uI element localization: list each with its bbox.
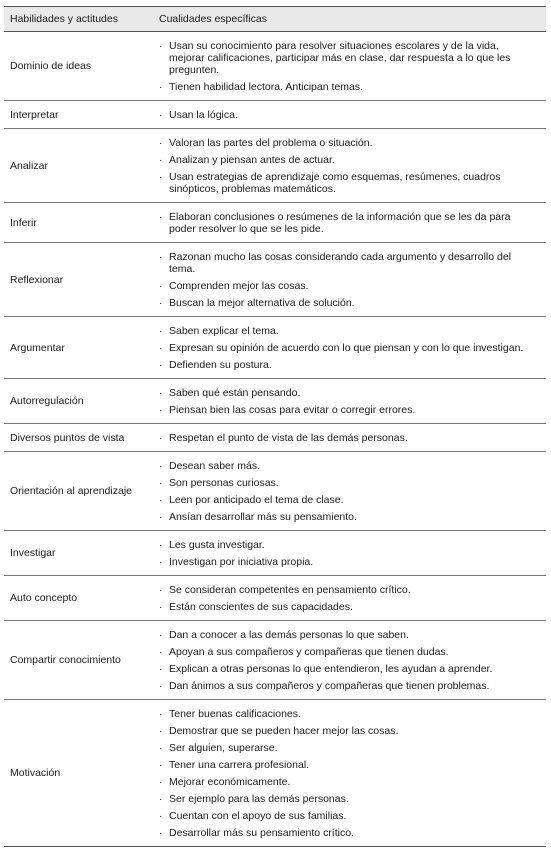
skill-label: Argumentar — [10, 341, 65, 354]
bullet-icon: · — [159, 109, 163, 121]
qualities-list — [149, 379, 546, 423]
qualities-list — [149, 32, 546, 100]
quality-text: Demostrar que se pueden hacer mejor las cosas. — [169, 725, 399, 737]
skill-label: Auto concepto — [10, 592, 78, 604]
qualities-list — [149, 452, 546, 530]
quality-text: Ser alguien, superarse. — [169, 742, 278, 754]
quality-text: Elaboran conclusiones o resúmenes de la información que se les da para poder resolver lo que se les pide. — [169, 211, 511, 235]
table-row — [4, 203, 546, 243]
list-item — [159, 827, 536, 839]
skill-label: Orientación al aprendizaje — [10, 485, 132, 497]
list-item — [159, 387, 536, 399]
quality-text: Se consideran competentes en pensamiento crítico. — [169, 584, 411, 596]
list-item — [159, 708, 536, 720]
bullet-icon: · — [159, 432, 163, 444]
qualities-list — [149, 101, 546, 128]
quality-text: Usan estrategias de aprendizaje como esquemas, resúmenes, cuadros sinópticos, problemas matemáticos. — [169, 171, 501, 195]
list-item — [159, 325, 536, 337]
qualities-list — [149, 621, 546, 699]
list-item — [159, 137, 536, 149]
bullet-icon: · — [159, 680, 163, 692]
table-row — [4, 452, 546, 531]
quality-text: Cuentan con el apoyo de sus familias. — [169, 810, 347, 822]
quality-text: Apoyan a sus compañeros y compañeras que tienen dudas. — [169, 646, 449, 658]
quality-text: Respetan el punto de vista de las demás personas. — [169, 432, 408, 444]
bullet-icon: · — [159, 827, 163, 839]
list-item — [159, 742, 536, 754]
bullet-icon: · — [159, 280, 163, 292]
list-item — [159, 663, 536, 675]
quality-text: Leen por anticipado el tema de clase. — [169, 494, 344, 506]
list-item — [159, 584, 536, 596]
qualities-list — [149, 203, 546, 242]
list-item — [159, 725, 536, 737]
skill-label: Dominio de ideas — [10, 60, 92, 72]
bullet-icon: · — [159, 725, 163, 737]
bullet-icon: · — [159, 387, 163, 399]
bullet-icon: · — [159, 556, 163, 568]
bullet-icon: · — [159, 325, 163, 337]
bullet-icon: · — [159, 404, 163, 416]
list-item — [159, 646, 536, 658]
qualities-list — [149, 424, 546, 451]
list-item — [159, 810, 536, 822]
qualities-list — [149, 129, 546, 202]
qualities-list — [149, 317, 546, 378]
quality-text: Usan la lógica. — [169, 109, 238, 121]
header-qualities: Cualidades específicas — [159, 13, 267, 25]
bullet-icon: · — [159, 342, 163, 354]
skill-label: Reflexionar — [10, 273, 64, 286]
quality-text: Razonan mucho las cosas considerando cada argumento y desarrollo del tema. — [169, 251, 512, 275]
bullet-icon: · — [159, 477, 163, 489]
bullet-icon: · — [159, 137, 163, 149]
table-row — [4, 531, 546, 576]
bullet-icon: · — [159, 776, 163, 788]
bullet-icon: · — [159, 810, 163, 822]
quality-text: Tienen habilidad lectora. Anticipan temas. — [169, 81, 363, 93]
list-item — [159, 154, 536, 166]
skill-label: Autorregulación — [10, 395, 84, 407]
quality-text: Ansían desarrollar más su pensamiento. — [169, 511, 357, 523]
skill-label: Investigar — [10, 547, 56, 559]
table-row — [4, 317, 546, 379]
quality-text: Mejorar económicamente. — [169, 776, 291, 788]
table-row — [4, 129, 546, 203]
list-item — [159, 297, 536, 309]
bullet-icon: · — [159, 629, 163, 641]
skill-label: Inferir — [10, 216, 37, 229]
list-item — [159, 793, 536, 805]
list-item — [159, 404, 536, 416]
table-header — [4, 7, 546, 32]
table-row — [4, 576, 546, 621]
list-item — [159, 680, 536, 692]
quality-text: Valoran las partes del problema o situación. — [169, 137, 373, 149]
list-item — [159, 539, 536, 551]
list-item — [159, 171, 536, 195]
table-row — [4, 379, 546, 424]
quality-text: Piensan bien las cosas para evitar o corregir errores. — [169, 404, 416, 416]
table-row — [4, 700, 546, 846]
table-row — [4, 424, 546, 452]
bullet-icon: · — [159, 359, 163, 371]
list-item — [159, 511, 536, 523]
list-item — [159, 211, 536, 235]
quality-text: Expresan su opinión de acuerdo con lo que piensan y con lo que investigan. — [169, 342, 524, 354]
list-item — [159, 556, 536, 568]
bullet-icon: · — [159, 584, 163, 596]
table-row — [4, 243, 546, 317]
qualities-list — [149, 576, 546, 620]
list-item — [159, 477, 536, 489]
list-item — [159, 432, 536, 444]
list-item — [159, 109, 536, 121]
table-row — [4, 101, 546, 129]
bullet-icon: · — [159, 460, 163, 472]
qualities-list — [149, 243, 546, 316]
bullet-icon: · — [159, 211, 163, 223]
skill-label: Compartir conocimiento — [10, 654, 121, 666]
bullet-icon: · — [159, 251, 163, 263]
quality-text: Desarrollar más su pensamiento crítico. — [169, 827, 354, 839]
bullet-icon: · — [159, 793, 163, 805]
quality-text: Explican a otras personas lo que entendieron, les ayudan a aprender. — [169, 663, 493, 675]
quality-text: Están conscientes de sus capacidades. — [169, 601, 353, 613]
quality-text: Usan su conocimiento para resolver situaciones escolares y de la vida, mejorar calificaciones, participar más en clase, dar respuesta a lo que les pregunten. — [169, 40, 511, 76]
list-item — [159, 629, 536, 641]
bullet-icon: · — [159, 511, 163, 523]
quality-text: Dan ánimos a sus compañeros y compañeras que tienen problemas. — [169, 680, 490, 692]
bullet-icon: · — [159, 297, 163, 309]
skill-label: Diversos puntos de vista — [10, 431, 125, 444]
quality-text: Saben explicar el tema. — [169, 325, 279, 337]
quality-text: Analizan y piensan antes de actuar. — [169, 154, 335, 166]
list-item — [159, 251, 536, 275]
bullet-icon: · — [159, 759, 163, 771]
quality-text: Tener una carrera profesional. — [169, 759, 310, 771]
table-row — [4, 32, 546, 101]
bullet-icon: · — [159, 171, 163, 183]
bullet-icon: · — [159, 708, 163, 720]
quality-text: Tener buenas calificaciones. — [169, 708, 301, 720]
list-item — [159, 81, 536, 93]
skill-label: Analizar — [10, 159, 48, 172]
list-item — [159, 460, 536, 472]
bullet-icon: · — [159, 494, 163, 506]
quality-text: Comprenden mejor las cosas. — [169, 280, 309, 292]
list-item — [159, 359, 536, 371]
quality-text: Buscan la mejor alternativa de solución. — [169, 297, 355, 309]
quality-text: Defienden su postura. — [169, 359, 272, 371]
quality-text: Desean saber más. — [169, 460, 261, 472]
quality-text: Son personas curiosas. — [169, 477, 279, 489]
bullet-icon: · — [159, 646, 163, 658]
quality-text: Dan a conocer a las demás personas lo que saben. — [169, 629, 409, 641]
header-skills: Habilidades y actitudes — [10, 13, 118, 25]
list-item — [159, 40, 536, 76]
quality-text: Investigan por iniciativa propia. — [169, 556, 314, 568]
bullet-icon: · — [159, 663, 163, 675]
qualities-list — [149, 531, 546, 575]
table-body — [4, 32, 546, 846]
skill-label: Motivación — [10, 767, 61, 779]
qualities-list — [149, 700, 546, 846]
table-row — [4, 621, 546, 700]
quality-text: Les gusta investigar. — [169, 539, 265, 551]
bullet-icon: · — [159, 601, 163, 613]
bullet-icon: · — [159, 81, 163, 93]
list-item — [159, 601, 536, 613]
bullet-icon: · — [159, 40, 163, 52]
quality-text: Saben qué están pensando. — [169, 387, 301, 399]
bullet-icon: · — [159, 539, 163, 551]
bullet-icon: · — [159, 742, 163, 754]
list-item — [159, 342, 536, 354]
skill-label: Interpretar — [10, 108, 59, 121]
list-item — [159, 759, 536, 771]
quality-text: Ser ejemplo para las demás personas. — [169, 793, 349, 805]
list-item — [159, 280, 536, 292]
list-item — [159, 494, 536, 506]
bullet-icon: · — [159, 154, 163, 166]
skills-table — [4, 6, 546, 847]
list-item — [159, 776, 536, 788]
